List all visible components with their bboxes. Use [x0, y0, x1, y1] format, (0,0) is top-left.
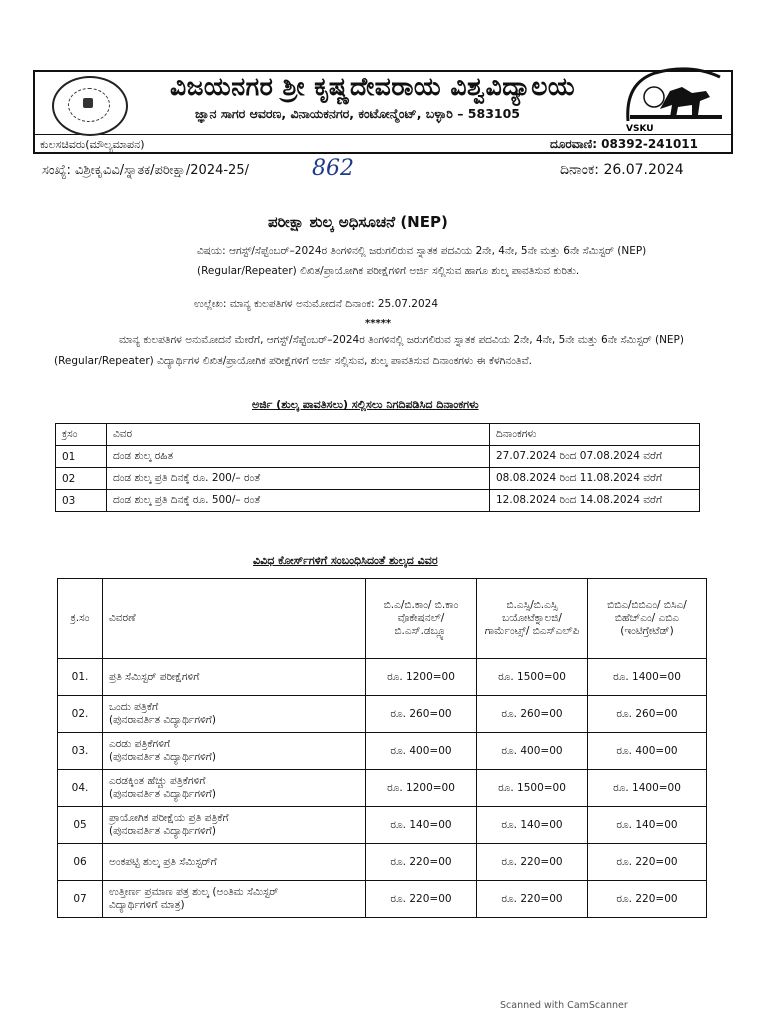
table-cell: ರೂ. 260=00 — [588, 696, 707, 733]
separator-stars: ***** — [365, 318, 392, 329]
table-cell: ರೂ. 220=00 — [588, 881, 707, 918]
table-cell: ರೂ. 140=00 — [477, 807, 588, 844]
table-header-row — [58, 579, 707, 659]
table-row — [58, 807, 707, 844]
university-name: ವಿಜಯನಗರ ಶ್ರೀ ಕೃಷ್ಣದೇವರಾಯ ವಿಶ್ವವಿದ್ಯಾಲಯ — [170, 72, 576, 101]
table-row — [56, 490, 700, 512]
letterhead-divider — [35, 134, 731, 135]
document-date: ದಿನಾಂಕ: 26.07.2024 — [560, 162, 684, 178]
table-cell: ರೂ. 220=00 — [588, 844, 707, 881]
table-cell: 03 — [56, 490, 107, 512]
table-cell: ಒಂದು ಪತ್ರಿಕೆಗೆ (ಪುನರಾವರ್ತಿತ ವಿದ್ಯಾರ್ಥಿಗಳಿಗೆ) — [103, 696, 366, 733]
table-cell: ರೂ. 140=00 — [366, 807, 477, 844]
body-paragraph: ಮಾನ್ಯ ಕುಲಪತಿಗಳ ಅನುಮೋದನೆ ಮೇರೆಗೆ, ಆಗಸ್ಟ್/ಸೆಪ್ಟೆಂಬರ್–2024ರ ತಿಂಗಳಿನಲ್ಲಿ ಜರುಗಲಿರುವ ಸ್ನಾತಕ ಪದವಿಯ 2ನೇ, 4ನೇ, 5ನೇ ಮತ್ತು 6ನೇ ಸೆಮಿಸ್ಟರ್ (NEP) (Regular/Repeater) ವಿದ್ಯಾರ್ಥಿಗಳ ಲಿಖಿತ/ಪ್ರಾಯೋಗಿಕ ಪರೀಕ್ಷೆಗಳಿಗೆ ಅರ್ಜಿ ಸಲ್ಲಿಸುವ, ಶುಲ್ಕ ಪಾವತಿಸುವ ದಿನಾಂಕಗಳು ಈ ಕೆಳಗಿನಂತಿವೆ. — [54, 334, 684, 367]
table-cell: ರೂ. 1500=00 — [477, 659, 588, 696]
table-row — [56, 468, 700, 490]
table-cell: ರೂ. 400=00 — [366, 733, 477, 770]
notification-title: ಪರೀಕ್ಷಾ ಶುಲ್ಕ ಅಧಿಸೂಚನೆ (NEP) — [268, 213, 448, 231]
table-cell: ರೂ. 140=00 — [588, 807, 707, 844]
table-cell: ಅಂಕಪಟ್ಟಿ ಶುಲ್ಕ ಪ್ರತಿ ಸೆಮಿಸ್ಟರ್‌ಗೆ — [103, 844, 366, 881]
table-cell: ರೂ. 260=00 — [366, 696, 477, 733]
table-cell: 03. — [58, 733, 103, 770]
table-row — [56, 446, 700, 468]
table-cell: ರೂ. 400=00 — [477, 733, 588, 770]
table-cell: ದಂಡ ಶುಲ್ಕ ಪ್ರತಿ ದಿನಕ್ಕೆ ರೂ. 500/– ರಂತೆ — [107, 490, 490, 512]
logo-text: VSKU — [626, 124, 654, 133]
table-cell: 01. — [58, 659, 103, 696]
university-seal-icon — [52, 76, 128, 136]
table-cell: 01 — [56, 446, 107, 468]
dates-heading: ಅರ್ಜಿ (ಶುಲ್ಕ ಪಾವತಿಸಲು) ಸಲ್ಲಿಸಲು ನಿಗದಿಪಡಿಸಿದ ದಿನಾಂಕಗಳು — [252, 398, 479, 411]
reference-number: ಸಂಖ್ಯೆ: ವಿಶ್ರೀಕೃವಿವಿ/ಸ್ನಾತಕ/ಪರೀಕ್ಷಾ/2024-25/ — [42, 163, 249, 178]
university-address: ಜ್ಞಾನ ಸಾಗರ ಆವರಣ, ವಿನಾಯಕನಗರ, ಕಂಟೋನ್ಮೆಂಟ್, ಬಳ್ಳಾರಿ – 583105 — [195, 106, 520, 121]
table-cell: ರೂ. 220=00 — [366, 881, 477, 918]
table-row — [58, 733, 707, 770]
table-cell: ಪ್ರಾಯೋಗಿಕ ಪರೀಕ್ಷೆಯ ಪ್ರತಿ ಪತ್ರಿಕೆಗೆ (ಪುನರಾವರ್ತಿತ ವಿದ್ಯಾರ್ಥಿಗಳಿಗೆ) — [103, 807, 366, 844]
table-row — [58, 881, 707, 918]
office-name: ಕುಲಸಚಿವರು(ಮೌಲ್ಯಮಾಪನ) — [40, 138, 145, 151]
table-cell: 06 — [58, 844, 103, 881]
table-cell: ದಂಡ ಶುಲ್ಕ ರಹಿತ — [107, 446, 490, 468]
fees-heading: ವಿವಿಧ ಕೋರ್ಸ್‌ಗಳಿಗೆ ಸಂಬಂಧಿಸಿದಂತೆ ಶುಲ್ಕದ ವಿವರ — [253, 554, 438, 567]
dates-table — [55, 423, 700, 512]
table-cell: ರೂ. 220=00 — [477, 844, 588, 881]
table-cell: 05 — [58, 807, 103, 844]
fees-table — [57, 578, 707, 918]
table-cell: ರೂ. 1400=00 — [588, 659, 707, 696]
table-row — [58, 696, 707, 733]
table-header-cell: ವಿವರ — [107, 424, 490, 446]
table-cell: 07 — [58, 881, 103, 918]
table-cell: ಪ್ರತಿ ಸೆಮಿಸ್ಟರ್ ಪರೀಕ್ಷೆಗಳಿಗೆ — [103, 659, 366, 696]
table-cell: ರೂ. 220=00 — [477, 881, 588, 918]
handwritten-number: 862 — [312, 156, 354, 181]
table-cell: ರೂ. 1500=00 — [477, 770, 588, 807]
table-header-cell: ಬಿ.ಎ/ಬಿ.ಕಾಂ/ ಬಿ.ಕಾಂ ವೊಕೇಷನಲ್/ ಬಿ.ಎಸ್.ಡಬ್ಲ್ಯೂ — [366, 579, 477, 659]
table-row — [58, 659, 707, 696]
table-cell: ರೂ. 400=00 — [588, 733, 707, 770]
table-header-cell: ಕ್ರ.ಸಂ — [58, 579, 103, 659]
table-cell: ಉತ್ತೀರ್ಣ ಪ್ರಮಾಣ ಪತ್ರ ಶುಲ್ಕ (ಅಂತಿಮ ಸೆಮಿಸ್ಟರ್ ವಿದ್ಯಾರ್ಥಿಗಳಿಗೆ ಮಾತ್ರ) — [103, 881, 366, 918]
phone-number: ದೂರವಾಣಿ: 08392-241011 — [550, 137, 698, 151]
table-row — [58, 844, 707, 881]
table-cell: ರೂ. 1200=00 — [366, 659, 477, 696]
table-cell: 04. — [58, 770, 103, 807]
table-cell: ರೂ. 1200=00 — [366, 770, 477, 807]
table-header-cell: ಕ್ರಸಂ — [56, 424, 107, 446]
table-cell: 27.07.2024 ರಿಂದ 07.08.2024 ವರೆಗೆ — [490, 446, 700, 468]
table-row — [58, 770, 707, 807]
subject-text: ವಿಷಯ: ಆಗಸ್ಟ್/ಸೆಪ್ಟೆಂಬರ್–2024ರ ತಿಂಗಳಿನಲ್ಲಿ ಜರುಗಲಿರುವ ಸ್ನಾತಕ ಪದವಿಯ 2ನೇ, 4ನೇ, 5ನೇ ಮತ್ತು 6ನೇ ಸೆಮಿಸ್ಟರ್ (NEP) (Regular/Repeater) ಲಿಖಿತ/ಪ್ರಾಯೋಗಿಕ ಪರೀಕ್ಷೆಗಳಿಗೆ ಅರ್ಜಿ ಸಲ್ಲಿಸುವ ಹಾಗೂ ಶುಲ್ಕ ಪಾವತಿಸುವ ಕುರಿತು. — [197, 245, 647, 277]
table-header-cell: ದಿನಾಂಕಗಳು — [490, 424, 700, 446]
table-cell: ರೂ. 220=00 — [366, 844, 477, 881]
table-cell: 02 — [56, 468, 107, 490]
table-cell: ರೂ. 1400=00 — [588, 770, 707, 807]
table-cell: ರೂ. 260=00 — [477, 696, 588, 733]
table-header-cell: ಬಿಬಿಎ/ಬಿಬಿಎಂ/ ಬಿಸಿಎ/ಬಿಹೆಚ್‌ಎಂ/ ಎಬಿಎ (ಇಂಟಿಗ್ರೇಟೆಡ್) — [588, 579, 707, 659]
scanner-watermark: Scanned with CamScanner — [500, 1000, 628, 1011]
table-cell: ಎರಡು ಪತ್ರಿಕೆಗಳಿಗೆ (ಪುನರಾವರ್ತಿತ ವಿದ್ಯಾರ್ಥಿಗಳಿಗೆ) — [103, 733, 366, 770]
table-cell: 02. — [58, 696, 103, 733]
table-header-row — [56, 424, 700, 446]
table-cell: 08.08.2024 ರಿಂದ 11.08.2024 ವರೆಗೆ — [490, 468, 700, 490]
table-cell: ಎರಡಕ್ಕಿಂತ ಹೆಚ್ಚು ಪತ್ರಿಕೆಗಳಿಗೆ (ಪುನರಾವರ್ತಿತ ವಿದ್ಯಾರ್ಥಿಗಳಿಗೆ) — [103, 770, 366, 807]
table-cell: 12.08.2024 ರಿಂದ 14.08.2024 ವರೆಗೆ — [490, 490, 700, 512]
reference-line: ಉಲ್ಲೇಖ: ಮಾನ್ಯ ಕುಲಪತಿಗಳ ಅನುಮೋದನೆ ದಿನಾಂಕ: 25.07.2024 — [194, 298, 438, 310]
table-header-cell: ವಿವರಣೆ — [103, 579, 366, 659]
table-header-cell: ಬಿ.ಎಸ್ಸಿ/ಬಿ.ಎಸ್ಸಿ ಬಯೋಟೆಕ್ನಾಲಜಿ/ ಗಾರ್ಮೆಂಟ್ಸ್/ ಬಿಎಸ್‌ಎಲ್‌ಪಿ — [477, 579, 588, 659]
vsku-horse-logo-icon — [620, 63, 730, 133]
table-cell: ದಂಡ ಶುಲ್ಕ ಪ್ರತಿ ದಿನಕ್ಕೆ ರೂ. 200/– ರಂತೆ — [107, 468, 490, 490]
